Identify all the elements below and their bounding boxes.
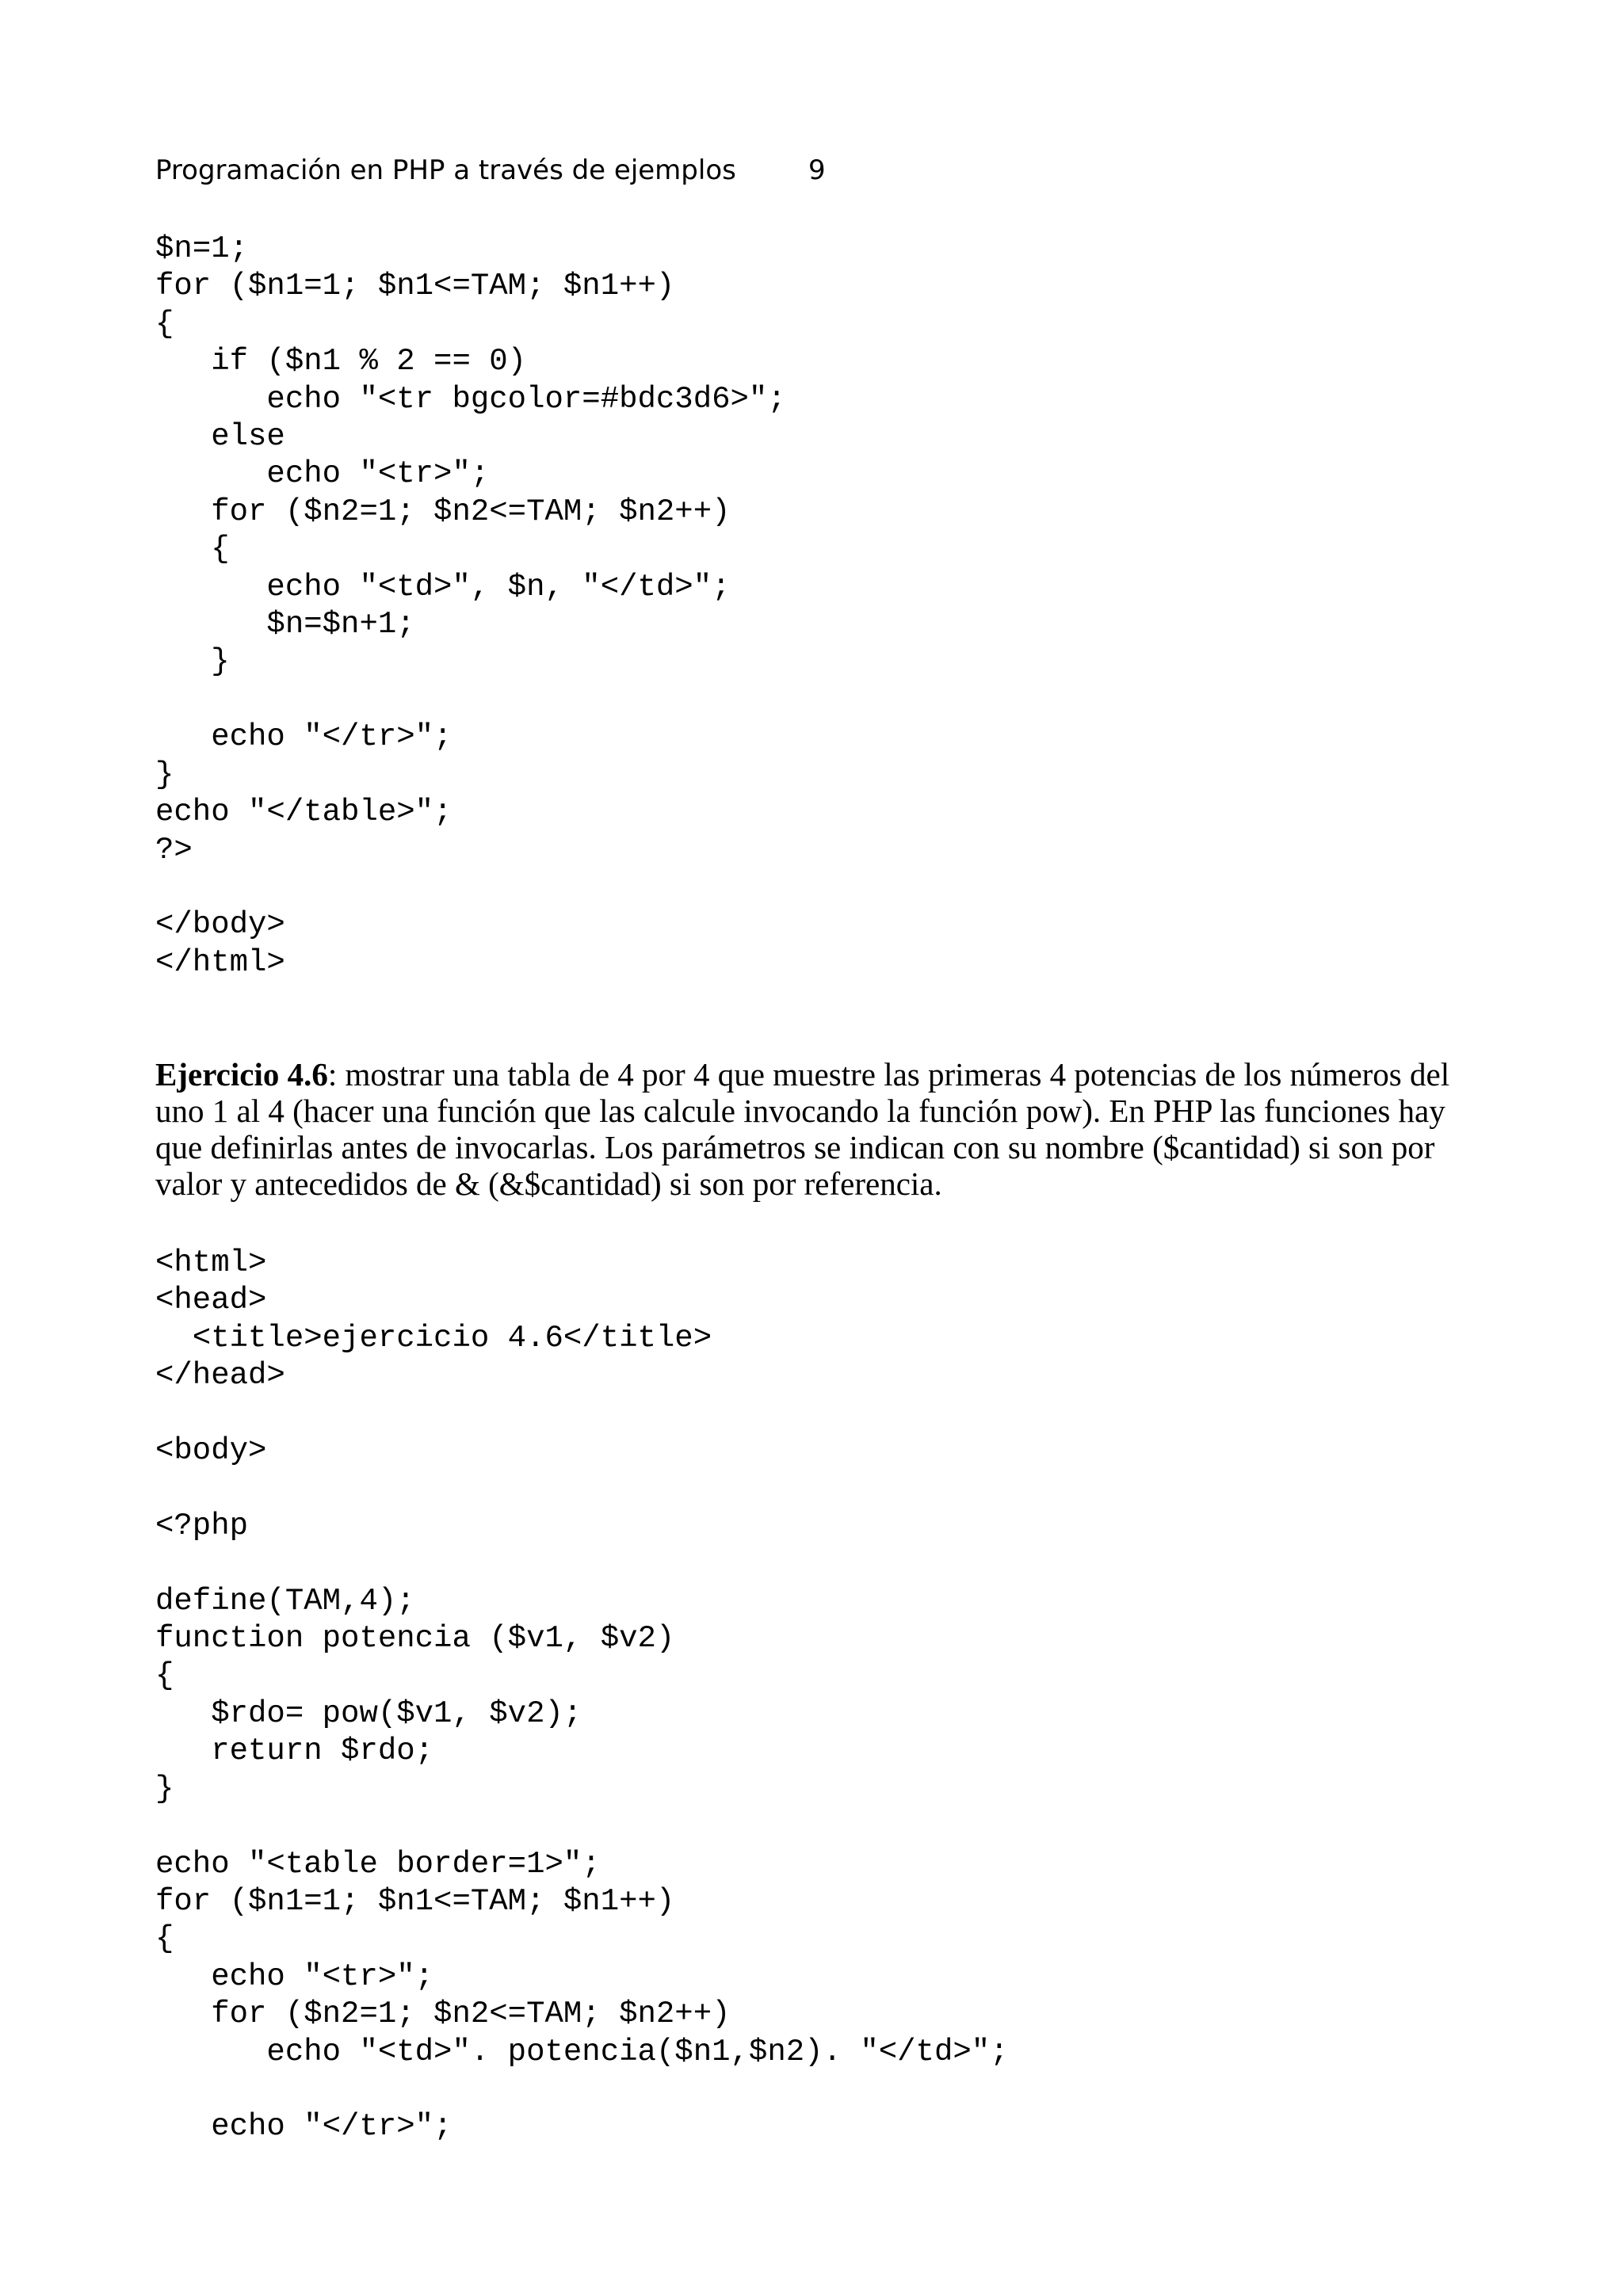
header-title: Programación en PHP a través de ejemplos	[155, 154, 736, 186]
code-line: $n=$n+1;	[155, 607, 415, 643]
exercise-line-4: valor y antecedidos de & (&$cantidad) si son por referencia.	[155, 1165, 942, 1202]
exercise-paragraph	[155, 1056, 1487, 1202]
code-line: ?>	[155, 832, 193, 868]
code-block-1	[155, 231, 786, 982]
code-line: <body>	[155, 1433, 267, 1469]
page-number: 9	[808, 154, 826, 186]
code-line: }	[155, 1771, 174, 1806]
code-line: echo "<tr bgcolor=#bdc3d6>";	[155, 381, 786, 417]
code-line: echo "</tr>";	[155, 2109, 453, 2145]
page-header	[155, 153, 869, 188]
exercise-line-3: que definirlas antes de invocarlas. Los parámetros se indican con su nombre ($cantidad) si son por	[155, 1129, 1435, 1165]
code-line: {	[155, 532, 230, 567]
code-block-2	[155, 1245, 1009, 2146]
code-line: echo "<tr>";	[155, 456, 490, 492]
code-line: </html>	[155, 944, 285, 980]
code-line: function potencia ($v1, $v2)	[155, 1621, 675, 1657]
code-line: $rdo= pow($v1, $v2);	[155, 1695, 582, 1731]
code-line: echo "<td>". potencia($n1,$n2). "</td>";	[155, 2034, 1009, 2069]
exercise-line-1	[155, 1056, 1487, 1093]
code-line: </body>	[155, 907, 285, 943]
code-line: for ($n2=1; $n2<=TAM; $n2++)	[155, 494, 731, 529]
exercise-text: : mostrar una tabla de 4 por 4 que muestre las primeras 4 potencias de los números del	[327, 1056, 1450, 1093]
code-line: $n=1;	[155, 231, 249, 266]
code-line: <?php	[155, 1508, 249, 1543]
exercise-line-2: uno 1 al 4 (hacer una función que las calcule invocando la función pow). En PHP las funciones hay	[155, 1093, 1445, 1129]
code-line: {	[155, 1921, 174, 1957]
code-line: echo "</table>";	[155, 795, 453, 830]
code-line: }	[155, 757, 174, 792]
code-line: {	[155, 306, 174, 341]
code-line: return $rdo;	[155, 1733, 434, 1769]
code-line: <head>	[155, 1283, 267, 1318]
code-line: echo "<tr>";	[155, 1958, 434, 1994]
code-line: <title>ejercicio 4.6</title>	[155, 1320, 712, 1356]
code-line: <html>	[155, 1245, 267, 1280]
code-line: for ($n2=1; $n2<=TAM; $n2++)	[155, 1997, 731, 2032]
code-line: for ($n1=1; $n1<=TAM; $n1++)	[155, 269, 675, 304]
code-line: echo "</tr>";	[155, 719, 453, 755]
code-line: }	[155, 644, 230, 680]
code-line: </head>	[155, 1358, 285, 1394]
code-line: echo "<table border=1>";	[155, 1846, 601, 1882]
code-line: else	[155, 419, 285, 455]
code-line: if ($n1 % 2 == 0)	[155, 344, 527, 379]
code-line: {	[155, 1658, 174, 1694]
code-line: define(TAM,4);	[155, 1583, 415, 1619]
code-line: echo "<td>", $n, "</td>";	[155, 569, 731, 605]
exercise-label: Ejercicio 4.6	[155, 1056, 328, 1093]
code-line: for ($n1=1; $n1<=TAM; $n1++)	[155, 1883, 675, 1919]
